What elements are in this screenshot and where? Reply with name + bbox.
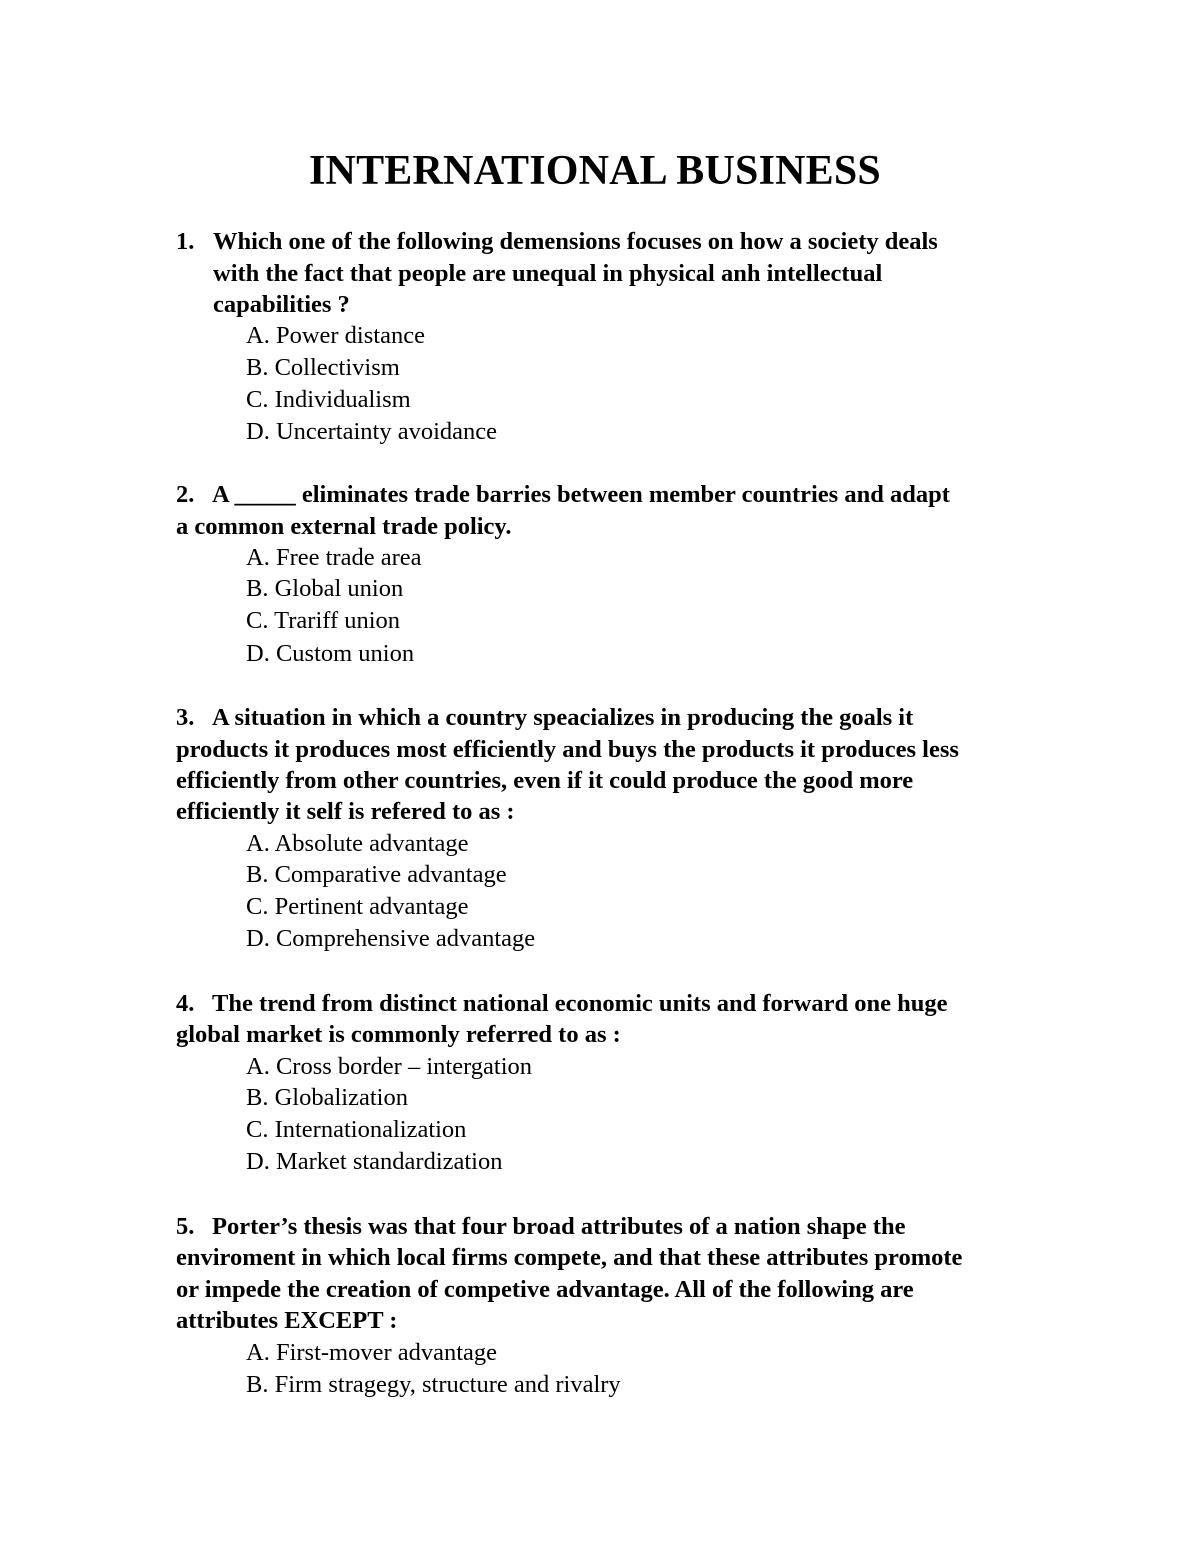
question-2-line-2: a common external trade policy. <box>176 513 512 540</box>
question-4-text-1: The trend from distinct national economic units and forward one huge <box>212 990 948 1017</box>
question-5-text-1: Porter’s thesis was that four broad attributes of a nation shape the <box>212 1213 906 1240</box>
question-4-number: 4. <box>176 990 195 1017</box>
question-2-line-1 <box>176 479 950 511</box>
question-5-line-1 <box>176 1211 905 1243</box>
question-1-line-2: with the fact that people are unequal in physical anh intellectual <box>213 260 883 287</box>
question-3-option-d: D. Comprehensive advantage <box>246 925 536 952</box>
question-4-option-d: D. Market standardization <box>246 1148 503 1175</box>
question-5-option-b: B. Firm stragegy, structure and rivalry <box>246 1371 621 1398</box>
question-1-option-b: B. Collectivism <box>246 354 400 381</box>
question-3-line-1 <box>176 702 913 734</box>
question-2-option-d: D. Custom union <box>246 640 415 667</box>
question-3-option-b: B. Comparative advantage <box>246 861 507 888</box>
question-3-line-4: efficiently it self is refered to as : <box>176 798 515 825</box>
question-2-option-b: B. Global union <box>246 575 404 602</box>
question-4-line-2: global market is commonly referred to as : <box>176 1021 621 1048</box>
question-4-line-1 <box>176 988 948 1020</box>
question-5-option-a: A. First-mover advantage <box>246 1339 498 1366</box>
question-2-text-1: A _____ eliminates trade barries between member countries and adapt <box>212 481 950 508</box>
question-5-line-2: enviroment in which local firms compete, and that these attributes promote <box>176 1244 963 1271</box>
question-4-option-a: A. Cross border – intergation <box>246 1053 533 1080</box>
question-2-option-a: A. Free trade area <box>246 544 422 571</box>
question-5-line-3: or impede the creation of competive advantage. All of the following are <box>176 1276 914 1303</box>
question-1-number: 1. <box>176 228 195 255</box>
question-2-number: 2. <box>176 481 195 508</box>
question-3-number: 3. <box>176 704 195 731</box>
question-4-option-c: C. Internationalization <box>246 1116 467 1143</box>
question-5-line-4: attributes EXCEPT : <box>176 1307 398 1334</box>
question-1-option-c: C. Individualism <box>246 386 411 413</box>
question-5-number: 5. <box>176 1213 195 1240</box>
question-3-line-3: efficiently from other countries, even if it could produce the good more <box>176 767 914 794</box>
question-1-line-1 <box>176 226 938 258</box>
question-2-option-c: C. Trariff union <box>246 607 401 634</box>
question-3-text-1: A situation in which a country speacializes in producing the goals it <box>212 704 914 731</box>
document-title: INTERNATIONAL BUSINESS <box>309 148 881 194</box>
question-1-option-d: D. Uncertainty avoidance <box>246 418 498 445</box>
question-3-option-c: C. Pertinent advantage <box>246 893 469 920</box>
question-4-option-b: B. Globalization <box>246 1084 408 1111</box>
question-1-text-1: Which one of the following demensions focuses on how a society deals <box>213 228 938 255</box>
question-3-option-a: A. Absolute advantage <box>246 830 469 857</box>
question-1-line-3: capabilities ? <box>213 291 350 318</box>
question-1-option-a: A. Power distance <box>246 322 425 349</box>
question-3-line-2: products it produces most efficiently and buys the products it produces less <box>176 736 959 763</box>
